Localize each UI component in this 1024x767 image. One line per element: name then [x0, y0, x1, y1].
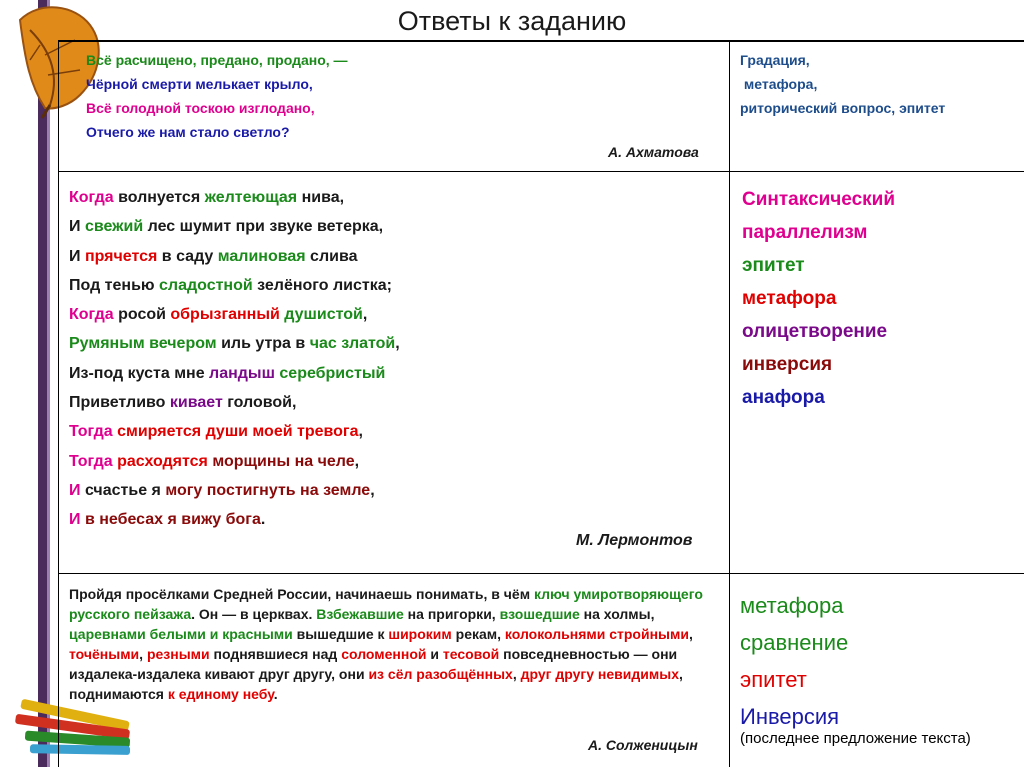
- text-segment: , поднимаются: [69, 666, 683, 702]
- text-segment: И: [69, 511, 81, 529]
- row2-answer: метафора: [742, 288, 837, 309]
- text-segment: ландыш: [209, 364, 275, 382]
- text-segment: Румяным вечером: [69, 335, 217, 353]
- text-segment: Взбежавшие: [316, 606, 404, 622]
- text-segment: ,: [362, 306, 368, 324]
- row3-answer: сравнение: [740, 630, 849, 655]
- text-segment: душистой: [284, 306, 363, 324]
- text-segment: к единому небу: [167, 686, 274, 702]
- poem-line: [69, 505, 400, 534]
- poem-line: [86, 120, 348, 144]
- text-segment: смиряется: [112, 423, 206, 441]
- text-segment: широким: [388, 626, 452, 642]
- text-segment: ,: [358, 423, 363, 441]
- poem-line: [69, 447, 400, 476]
- text-segment: серебристый: [279, 364, 386, 382]
- row3-prose: [69, 584, 719, 704]
- text-segment: . Он — в церквах.: [191, 606, 317, 622]
- text-segment: Отчего же нам стало светло?: [86, 124, 290, 140]
- text-segment: ключ умиротворяющего русского пейзажа: [69, 586, 703, 622]
- text-segment: Всё расчищено, предано, продано, —: [86, 52, 348, 68]
- row3-answer: эпитет: [740, 667, 807, 692]
- text-segment: ,: [688, 626, 693, 642]
- row2-answers: [742, 183, 895, 414]
- text-segment: Когда: [69, 306, 114, 324]
- row2-author: М. Лермонтов: [576, 532, 693, 549]
- poem-line: [69, 183, 400, 212]
- page-title: Ответы к заданию: [397, 6, 627, 36]
- text-segment: рекам,: [451, 626, 505, 642]
- text-segment: Приветливо: [69, 394, 170, 412]
- text-segment: в небесах я: [80, 511, 182, 529]
- text-segment: Всё голодной тоскою изглодано,: [86, 100, 315, 116]
- text-segment: кивает: [169, 394, 223, 412]
- poem-line: [69, 417, 400, 446]
- text-segment: могу постигнуть на земле: [165, 481, 371, 499]
- answers-table: [58, 40, 1024, 767]
- text-segment: ,: [139, 646, 147, 662]
- text-segment: Под тенью: [69, 276, 160, 294]
- row2-answer: анафора: [742, 387, 825, 408]
- row2-answer: олицетворение: [742, 321, 888, 342]
- text-segment: морщины на челе: [212, 452, 355, 470]
- row1-answer: метафора,: [740, 76, 818, 92]
- poem-line: [86, 72, 348, 96]
- poem-line: [69, 271, 400, 300]
- poem-line: [69, 212, 400, 241]
- text-segment: зелёного листка;: [252, 276, 392, 294]
- text-segment: нива,: [297, 189, 345, 206]
- text-segment: — они издалека-издалека: [69, 646, 678, 682]
- poem-line: [69, 388, 400, 417]
- text-segment: ,: [370, 481, 375, 499]
- row3-answers: [740, 587, 971, 749]
- text-segment: и: [426, 646, 443, 662]
- row2-poem: [69, 183, 400, 535]
- poem-line: [86, 48, 348, 72]
- row1-poem: [86, 48, 348, 144]
- text-segment: ,: [395, 335, 400, 353]
- text-segment: соломенной: [341, 646, 427, 662]
- text-segment: волнуется: [113, 189, 205, 206]
- row3-note: (последнее предложение текста): [740, 730, 971, 747]
- text-segment: , они: [331, 666, 369, 682]
- text-segment: колокольнями стройными: [504, 626, 689, 642]
- text-segment: обрызганный: [170, 306, 280, 324]
- poem-line: [69, 242, 400, 271]
- text-segment: И: [69, 481, 81, 499]
- row1-author: А. Ахматова: [608, 144, 699, 160]
- poem-line: [69, 359, 400, 388]
- text-segment: на пригорки,: [403, 606, 500, 622]
- text-segment: И: [69, 218, 85, 236]
- row2-answer: параллелизм: [742, 222, 868, 243]
- text-segment: на холмы,: [579, 606, 655, 622]
- text-segment: кивают друг другу: [204, 666, 332, 682]
- text-segment: из сёл разобщённых: [368, 666, 513, 682]
- text-segment: Пройдя просёлками Средней России, начинаешь понимать, в чём: [69, 586, 534, 602]
- text-segment: счастье я: [80, 481, 166, 499]
- row2-answer: Синтаксический: [742, 189, 896, 210]
- text-segment: ,: [354, 452, 360, 470]
- text-segment: иль утра в: [216, 335, 310, 353]
- text-segment: в саду: [157, 247, 218, 265]
- text-segment: тесовой: [442, 646, 500, 662]
- row1-answer: риторический вопрос, эпитет: [740, 100, 946, 116]
- text-segment: ,: [512, 666, 521, 682]
- poem-line: [69, 329, 400, 358]
- poem-line: [86, 96, 348, 120]
- text-segment: головой,: [222, 394, 297, 412]
- text-segment: точёными: [69, 646, 140, 662]
- text-segment: лес шумит при звуке ветерка,: [143, 218, 384, 236]
- text-segment: взошедшие: [499, 606, 580, 622]
- text-segment: свежий: [84, 218, 144, 236]
- text-segment: Когда: [69, 189, 114, 206]
- text-segment: слива: [305, 247, 358, 265]
- text-segment: души моей тревога: [205, 423, 359, 441]
- row2-answer: эпитет: [742, 255, 805, 276]
- text-segment: росой: [113, 306, 171, 324]
- text-segment: час златой: [309, 335, 396, 353]
- poem-line: [69, 300, 400, 329]
- text-segment: повседневностью: [499, 646, 630, 662]
- text-segment: вижу бога: [181, 511, 261, 529]
- text-segment: прячется: [84, 247, 158, 265]
- row3-author: А. Солженицын: [588, 737, 698, 753]
- text-segment: .: [260, 511, 266, 529]
- text-segment: малиновая: [217, 247, 306, 265]
- text-segment: царевнами белыми и красными: [69, 626, 293, 642]
- text-segment: желтеющая: [204, 189, 298, 206]
- text-segment: Чёрной смерти мелькает крыло,: [86, 76, 313, 92]
- row2-answer: инверсия: [742, 354, 833, 375]
- text-segment: И: [69, 247, 85, 265]
- row1-answer: Градация,: [740, 52, 810, 68]
- text-segment: поднявшиеся над: [209, 646, 342, 662]
- text-segment: резными: [146, 646, 210, 662]
- row1-answers: [740, 48, 945, 120]
- text-segment: Тогда: [69, 452, 113, 470]
- text-segment: .: [273, 686, 278, 702]
- poem-line: [69, 476, 400, 505]
- row3-answer: Инверсия: [740, 704, 840, 729]
- text-segment: друг другу невидимых: [520, 666, 679, 682]
- text-segment: Из-под куста мне: [69, 364, 210, 382]
- text-segment: сладостной: [159, 276, 253, 294]
- text-segment: вышедшие к: [292, 626, 389, 642]
- text-segment: расходятся: [112, 452, 213, 470]
- text-segment: Тогда: [69, 423, 113, 441]
- row3-answer: метафора: [740, 593, 844, 618]
